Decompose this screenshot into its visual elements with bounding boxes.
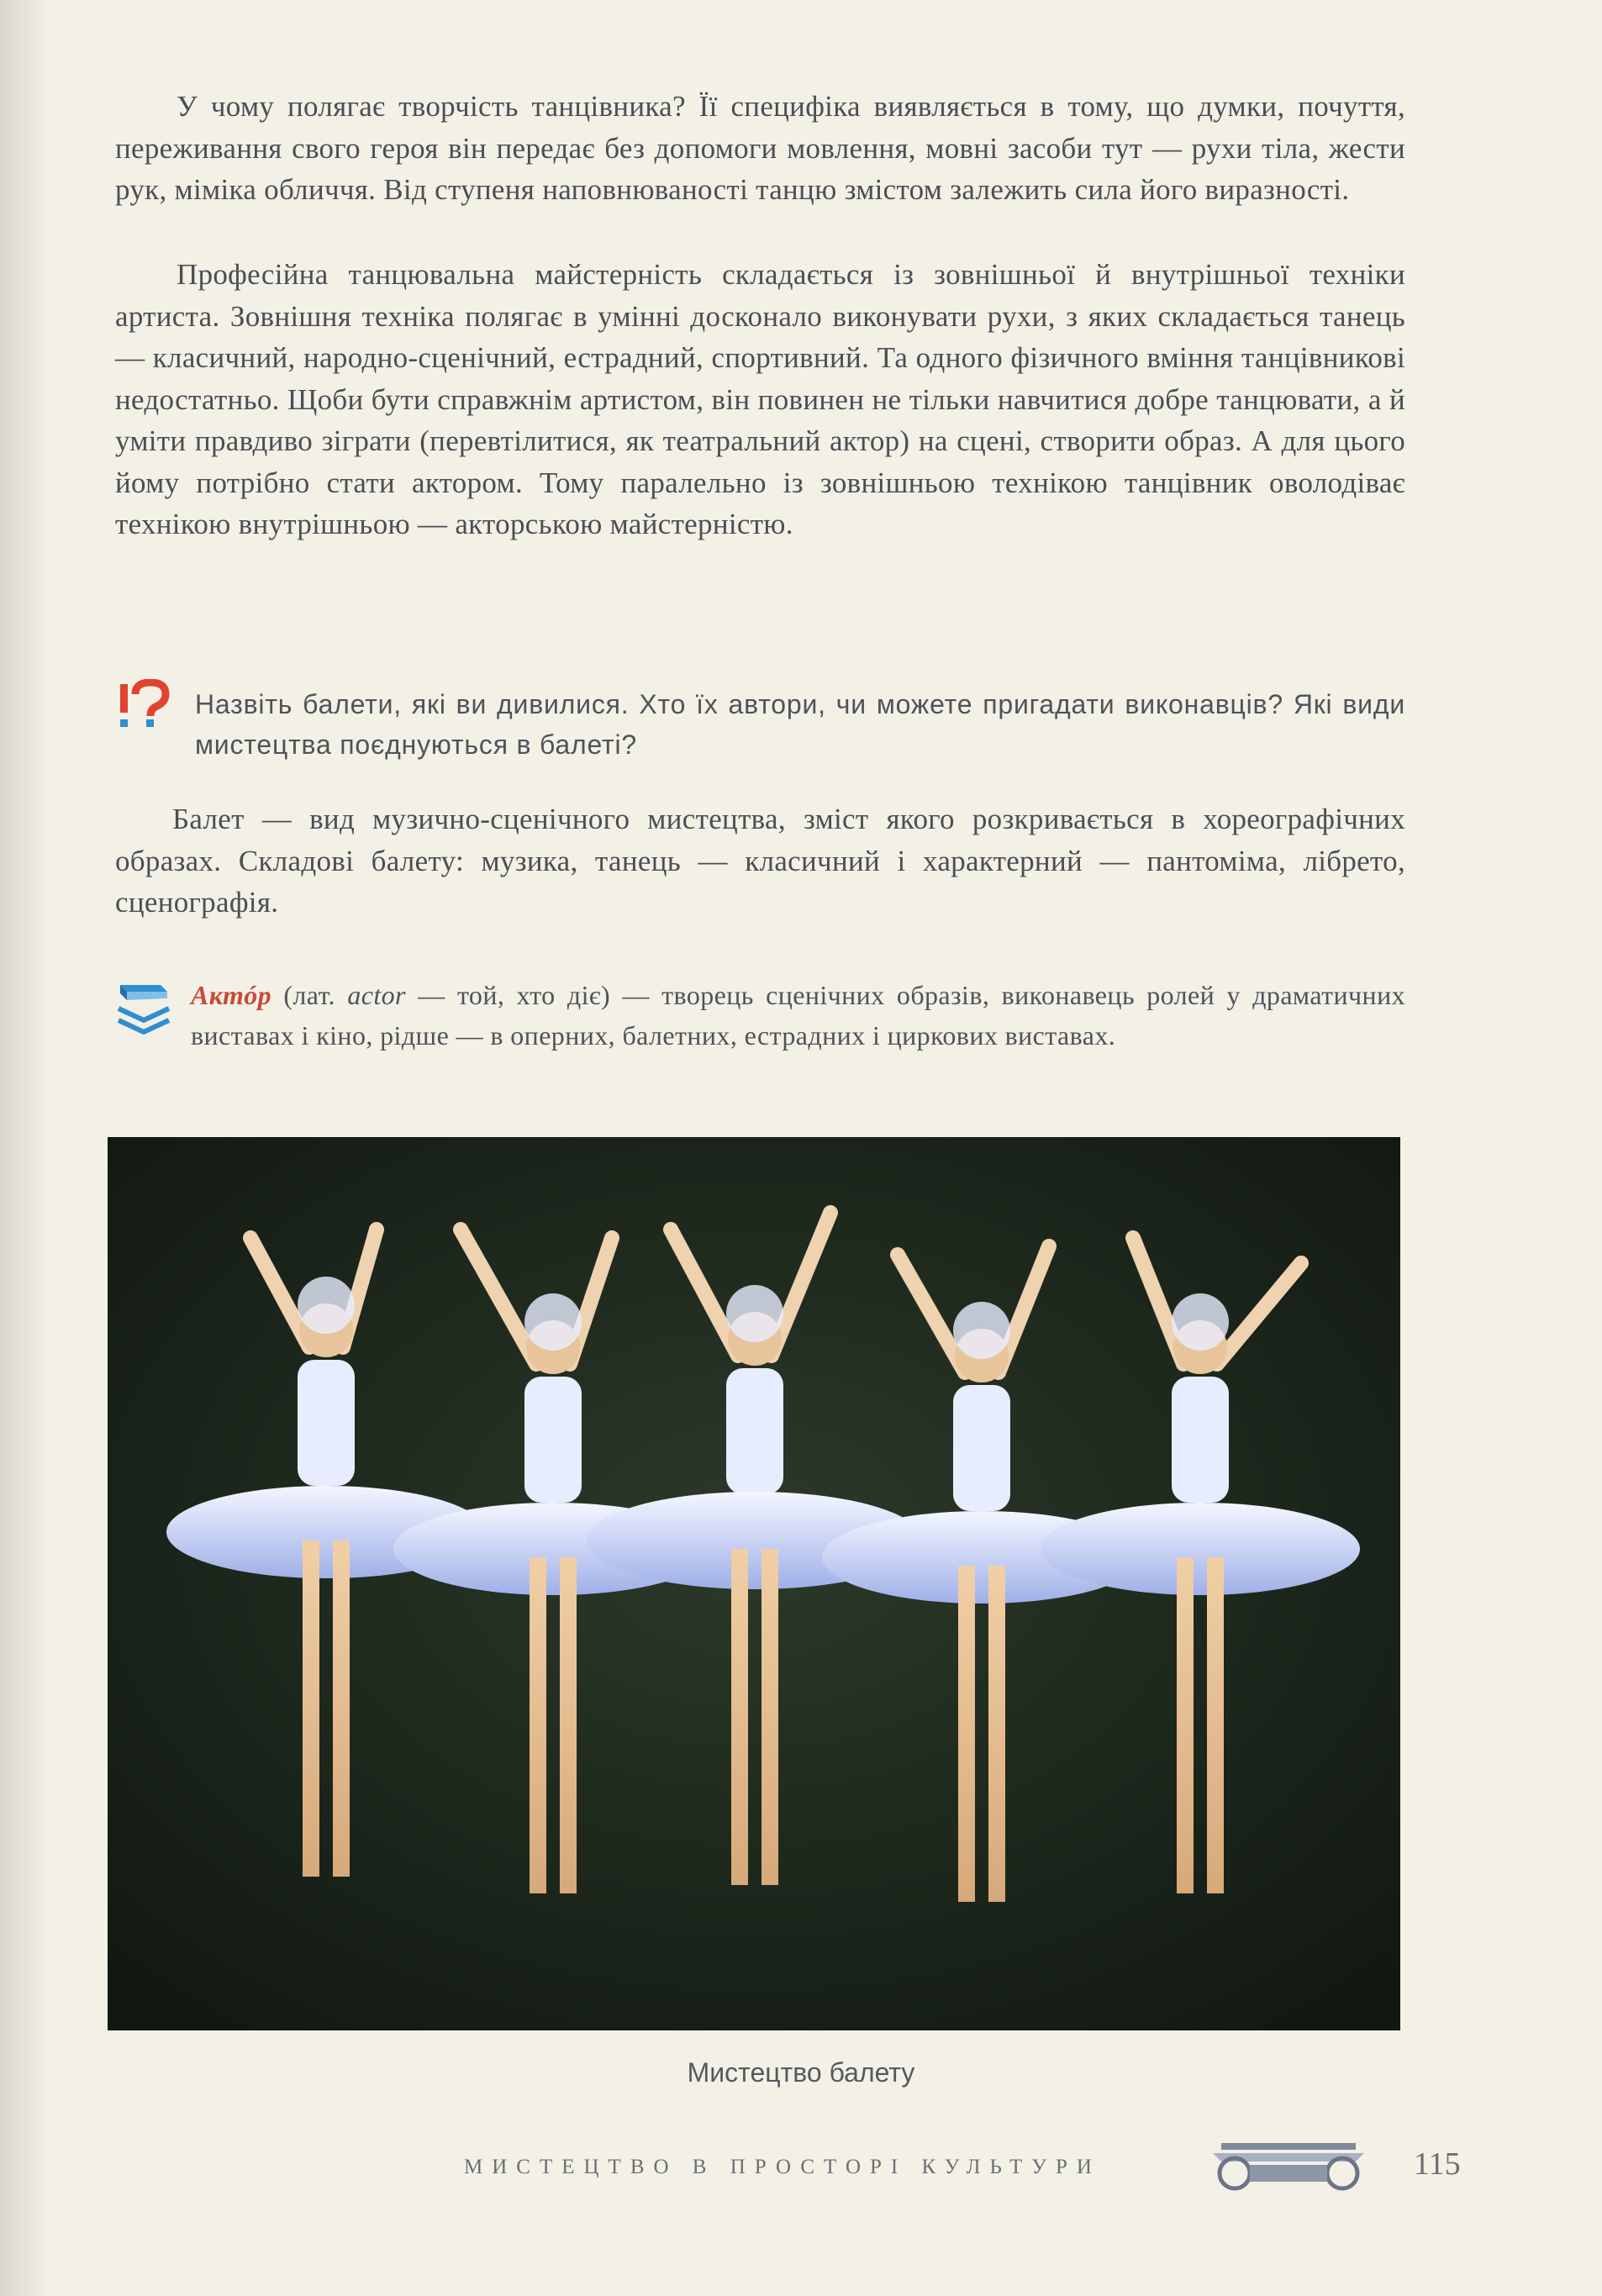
column-capital-ornament-icon: [1204, 2141, 1373, 2192]
definition-body: — той, хто діє) — творець сценічних образів, виконавець ролей у драматичних виставах і кіно, рідше — в оперних, балетних, естрадних і циркових виставах.: [191, 980, 1405, 1051]
dancer-group: [166, 1213, 1360, 1902]
ballet-photo: [108, 1137, 1400, 2030]
definition-term: Актóр: [191, 980, 272, 1010]
definition-lat-open: (лат.: [271, 980, 348, 1010]
question-text: Назвіть балети, які ви дивилися. Хто їх автори, чи можете пригадати виконавців? Які види мистецтва поєднуються в балеті?: [195, 689, 1405, 760]
question-exclamation-icon: [115, 679, 182, 746]
page-number: 115: [1414, 2146, 1461, 2182]
figure-caption: Мистецтво балету: [687, 2057, 915, 2088]
page-edge-shade: [0, 0, 50, 2296]
definition-latin-word: actor: [347, 980, 406, 1010]
definition-text: [191, 975, 1405, 1056]
books-icon: [115, 977, 174, 1044]
paragraph-ballet-definition: Балет — вид музично-сценічного мистецтва, зміст якого розкривається в хореографічних образах. Складові балету: музика, танець — класичний і характерний — пантоміма, лібрето, сценографія.: [115, 803, 1405, 919]
paragraph-dancer-creativity: У чому полягає творчість танцівника? Її специфіка виявляється в тому, що думки, почуття, переживання свого героя він передає без допомоги мовлення, мовні засоби тут — рухи тіла, жести рук, міміка обличчя. Від ступеня наповнюваності танцю змістом залежить сила його виразності.: [115, 90, 1405, 206]
ballet-dancers-image: [108, 1137, 1400, 2030]
footer-section-title: МИСТЕЦТВО В ПРОСТОРІ КУЛЬТУРИ: [464, 2156, 1101, 2178]
paragraph-dance-mastery: Професійна танцювальна майстерність складається із зовнішньої й внутрішньої техніки артиста. Зовнішня техніка полягає в умінні досконало виконувати рухи, з яких складається танець — класичний, народно-сценічний, естрадний, спортивний. Та одного фізичного вміння танцівникові недостатньо. Щоби бути справжнім артистом, він повинен не тільки навчитися добре танцювати, а й уміти правдиво зіграти (перевтілитися, як театральний актор) на сцені, створити образ. А для цього йому потрібно стати актором. Тому паралельно із зовнішньою технікою танцівник оволодіває технікою внутрішньою — акторською майстерністю.: [115, 258, 1405, 540]
